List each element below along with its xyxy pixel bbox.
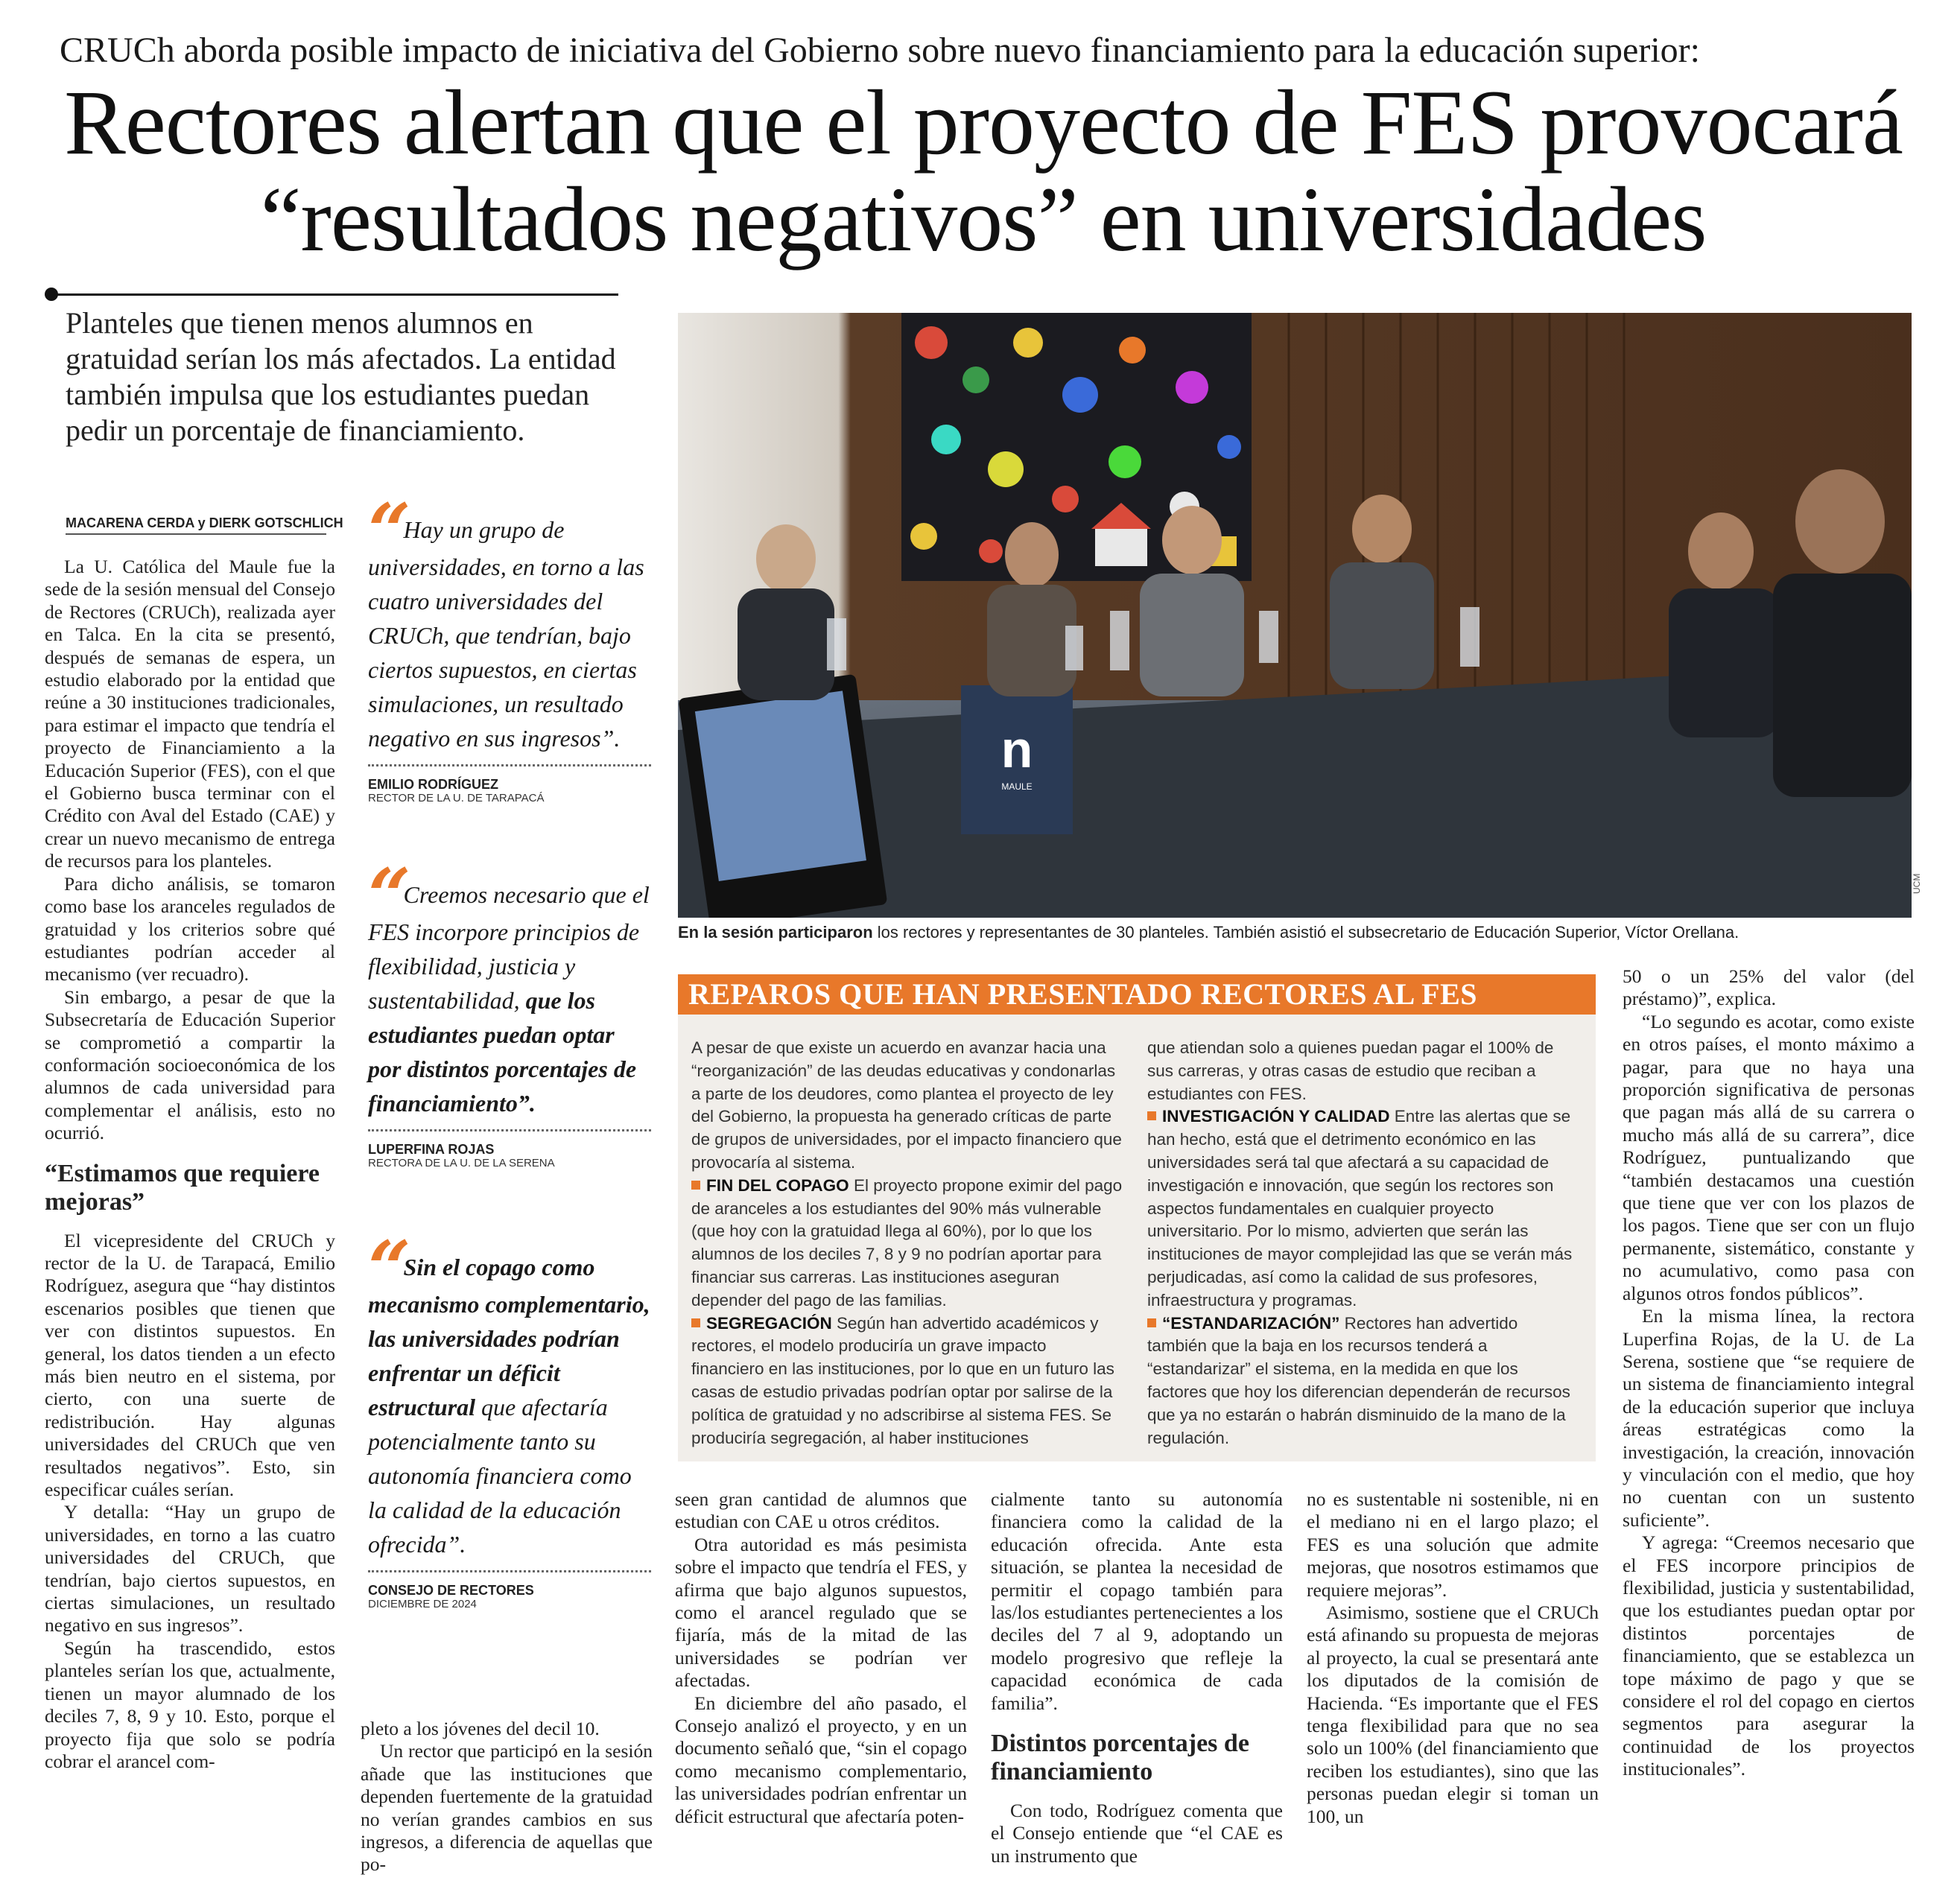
bajada: Planteles que tienen menos alumnos en gratuidad serían los más afectados. La entidad también impulsa que los estudiantes puedan pedir un porcentaje de financiamiento. [66,306,616,447]
quote-author: CONSEJO DE RECTORES [368,1583,534,1598]
sidebar-box-title: REPAROS QUE HAN PRESENTADO RECTORES AL FES [678,974,1596,1015]
body-paragraph: La U. Católica del Maule fue la sede de la sesión mensual del Consejo de Rectores (CRUCh), realizada ayer en Talca. En la cita se presentó, después de semanas de espera, un estudio elaborado por la entidad que reúne a 30 instituciones tradicionales, para estimar el impacto que tendría el proyecto de Financiamiento a la Educación Superior (FES), con el que el Gobierno busca terminar con el Crédito con Aval del Estado (CAE) y crear un nuevo mecanismo de entrega de recursos para los planteles. [45,556,335,872]
body-column-1 [45,556,335,1773]
meeting-photo-illustration [678,313,1912,918]
body-paragraph: Sin embargo, a pesar de que la Subsecretaría de Educación Superior se comprometió a compartir la conformación socioeconómica de los alumnos de cada universidad para complementar el análisis, esto no ocurrió. [45,985,335,1144]
headline [30,74,1937,268]
quote-text-bold: Sin el copago como mecanismo complementario, las universidades podrían enfrentar un déficit estructural [368,1254,650,1420]
quote-text: Creemos necesario que el FES incorpore principios de flexibilidad, justicia y sustentabilidad, [368,881,650,1014]
box-item-title: “ESTANDARIZACIÓN” [1162,1313,1340,1333]
box-item-text: Rectores han advertido también que la baja en los recursos tenderá a “estandarizar” el sistema, en la medida en que los factores que hoy los diferencian dependerán de recursos que ya no estarán o habrán disminuido de la mano de la regulación. [1147,1313,1570,1447]
body-column-2 [361,1718,653,1876]
subheading: Distintos porcentajes de financiamiento [991,1730,1249,1786]
quote-divider [368,764,651,766]
bajada-rule [52,293,618,296]
pull-quote-2 [368,852,651,1170]
headline-line-1: Rectores alertan que el proyecto de FES provocará [64,72,1903,174]
body-column-4 [991,1488,1283,1867]
box-item-title: INVESTIGACIÓN Y CALIDAD [1162,1107,1390,1126]
byline-rule [66,533,326,535]
square-bullet-icon [691,1318,700,1327]
square-bullet-icon [1147,1111,1156,1120]
box-item-text: Entre las alertas que se han hecho, está que el detrimento económico en las universidades será tal que afectará a su capacidad de investigación e innovación, que según los rectores son aspectos fundamentales en cualquier proyecto universitario. Por lo mismo, advierten que serán las instituciones de mayor complejidad las que se verán más perjudicadas, así como la calidad de sus profesores, infraestructura y programas. [1147,1107,1573,1310]
body-column-5 [1307,1488,1599,1828]
sign-text: MAULE [1001,781,1033,792]
box-intro: A pesar de que existe un acuerdo en avanzar hacia una “reorganización” de las deudas educativas y condonarlas a parte de los deudores, como plantea el proyecto de ley del Gobierno, la propuesta ha generado críticas de parte de grupos de universidades, por el impacto financiero que provocaría al sistema. [691,1038,1122,1172]
quote-author-role: RECTORA DE LA U. DE LA SERENA [368,1157,555,1169]
body-paragraph: Con todo, Rodríguez comenta que el Consejo entiende que “el CAE es un instrumento que [991,1800,1283,1867]
photo-caption-lead: En la sesión participaron [678,923,873,942]
sign-letter: n [1000,720,1033,778]
bajada-bullet-icon [45,288,58,301]
photo-credit: UCM [1912,873,1922,894]
body-paragraph: 50 o un 25% del valor (del préstamo)”, explica. [1623,965,1915,1010]
quote-mark-icon: “ [368,1225,401,1312]
box-item [691,1175,1123,1312]
body-column-6 [1623,965,1915,1781]
photo-caption-text: los rectores y representantes de 30 planteles. También asistió el subsecretario de Educación Superior, Víctor Orellana. [872,923,1739,942]
square-bullet-icon [691,1181,700,1190]
box-item-text: Según han advertido académicos y rectores, el modelo produciría un grave impacto financiero en las instituciones, por lo que en un futuro las casas de estudio privadas podrían optar por salirse de la política de gratuidad y no adscribirse al sistema FES. Se produciría segregación, al haber instituciones [691,1313,1114,1447]
body-paragraph: Según ha trascendido, estos planteles serían los que, actualmente, tienen un mayor alumnado de los deciles 7, 8, 9 y 10. Esto, porque el proyecto fija que solo se podría cobrar el arancel com- [45,1637,335,1772]
quote-mark-icon: “ [368,487,401,575]
sidebar-box-column-1 [691,1037,1123,1450]
body-paragraph: Y agrega: “Creemos necesario que el FES incorpore principios de flexibilidad, justicia y sustentabilidad, que los estudiantes puedan optar por distintos porcentajes de financiamiento, que se establezca un tope máximo de pago y que se considere el rol del copago en ciertos segmentos para asegurar la continuidad de los proyectos institucionales”. [1623,1531,1915,1780]
box-item [1147,1312,1575,1450]
subheading: “Estimamos que requiere mejoras” [45,1159,320,1216]
box-item-title: SEGREGACIÓN [706,1313,832,1333]
body-paragraph: En la misma línea, la rectora Luperfina Rojas, de la U. de La Serena, sostiene que “se requiere de un sistema de financiamiento integral de la educación superior que incluya áreas estratégicas como la investigación, la creación, innovación y vinculación con el medio, que hoy no cuentan con un sustento suficiente”. [1623,1305,1915,1531]
body-paragraph: Otra autoridad es más pesimista sobre el impacto que tendría el FES, y afirma que bajo algunos supuestos, como el arancel regulado que se fijaría, más de la mitad de las universidades se podrían ver afectadas. [675,1533,967,1692]
body-paragraph: no es sustentable ni sostenible, ni en el mediano ni en el largo plazo; el FES es una solución que admite mejoras, que nosotros estimamos que requiere mejoras”. [1307,1488,1599,1601]
box-item [691,1312,1123,1450]
body-paragraph: Un rector que participó en la sesión añade que las instituciones que dependen fuertemente de la gratuidad no verían grandes cambios en sus ingresos, a diferencia de aquellas que po- [361,1740,653,1876]
body-paragraph: Para dicho análisis, se tomaron como base los aranceles regulados de gratuidad y los criterios sobre qué estudiantes podrían acceder al mecanismo (ver recuadro). [45,872,335,985]
headline-line-2: “resultados negativos” en universidades [260,168,1707,270]
quote-author-role: DICIEMBRE DE 2024 [368,1598,477,1610]
body-paragraph: cialmente tanto su autonomía financiera como la calidad de la educación ofrecida. Ante esta situación, se plantea la necesidad de permitir el copago también para las/los estudiantes pertenecientes a los deciles del 7 al 9, adoptando un modelo progresivo que refleje la capacidad económica de cada familia”. [991,1488,1283,1714]
body-paragraph: En diciembre del año pasado, el Consejo analizó el proyecto, y en un documento señaló que, “sin el copago como mecanismo complementario, las universidades podrían enfrentar un déficit estructural que afectaría poten- [675,1692,967,1827]
box-item-title: FIN DEL COPAGO [706,1175,849,1195]
pull-quote-1 [368,487,651,805]
body-column-3 [675,1488,967,1828]
body-paragraph: seen gran cantidad de alumnos que estudian con CAE u otros créditos. [675,1488,967,1533]
quote-text: Hay un grupo de universidades, en torno a las cuatro universidades del CRUCh, que tendrían, bajo ciertos supuestos, en ciertas simulaciones, un resultado negativo en sus ingresos”. [368,516,644,752]
kicker: CRUCh aborda posible impacto de iniciativa del Gobierno sobre nuevo financiamiento para la educación superior: [60,31,1700,70]
body-paragraph: “Lo segundo es acotar, como existe en otros países, el monto máximo a pagar, para que no haya una proporción significativa de personas que pagan más allá de su carrera o mucho más allá de su carrera”, dice Rodríguez, puntualizando que “también destacamos una cuestión que tiene que ver con los plazos de los pagos. Tiene que ser con un flujo permanente, sistemático, constante y no acumulativo, como pasa con algunos otros fondos públicos”. [1623,1010,1915,1304]
quote-text: que afectaría potencialmente tanto su autonomía financiera como la calidad de la educación ofrecida”. [368,1394,632,1558]
body-paragraph: Asimismo, sostiene que el CRUCh está afinando su propuesta de mejoras al proyecto, la cual se presentará ante los diputados de la comisión de Hacienda. “Es importante que el FES tenga flexibilidad para que no sea solo un 100% (del financiamiento que reciben los estudiantes), sino que las personas puedan elegir si toman un 100, un [1307,1601,1599,1827]
meeting-photo [678,313,1912,918]
photo-caption [678,922,1912,943]
quote-divider [368,1129,651,1131]
quote-text-bold: que los estudiantes puedan optar por distintos porcentajes de financiamiento”. [368,987,637,1117]
quote-divider [368,1570,651,1572]
square-bullet-icon [1147,1318,1156,1327]
quote-author: LUPERFINA ROJAS [368,1142,495,1157]
body-paragraph: Y detalla: “Hay un grupo de universidades, en torno a las cuatro universidades del CRUCh, que tendrían, bajo ciertos supuestos, en ciertas simulaciones, un resultado negativo en sus ingresos”. [45,1501,335,1637]
quote-mark-icon: “ [368,852,401,940]
body-paragraph: pleto a los jóvenes del decil 10. [361,1718,600,1739]
sidebar-box-column-2 [1147,1037,1575,1450]
byline: MACARENA CERDA y DIERK GOTSCHLICH [66,515,343,530]
pull-quote-3 [368,1225,651,1611]
box-continuation: que atiendan solo a quienes puedan pagar el 100% de sus carreras, y otras casas de estudio que reciban a estudiantes con FES. [1147,1038,1554,1103]
quote-author-role: RECTOR DE LA U. DE TARAPACÁ [368,792,545,804]
box-item-text: El proyecto propone eximir del pago de aranceles a los estudiantes del 90% más vulnerable (que hoy con la gratuidad llega al 60%), por lo que los alumnos de los deciles 7, 8 y 9 no podrían aportar para financiar sus carreras. Las instituciones aseguran depender del pago de las familias. [691,1175,1123,1310]
body-paragraph: El vicepresidente del CRUCh y rector de la U. de Tarapacá, Emilio Rodríguez, asegura que “hay distintos escenarios posibles que tienen que ver con distintos supuestos. En general, los datos tienden a un efecto más bien neutro en el sistema, por cierto, con una suerte de redistribución. Hay algunas universidades del CRUCh que ven resultados negativos”. Esto, sin especificar cuáles serían. [45,1229,335,1501]
quote-author: EMILIO RODRÍGUEZ [368,777,498,792]
box-item [1147,1105,1575,1312]
